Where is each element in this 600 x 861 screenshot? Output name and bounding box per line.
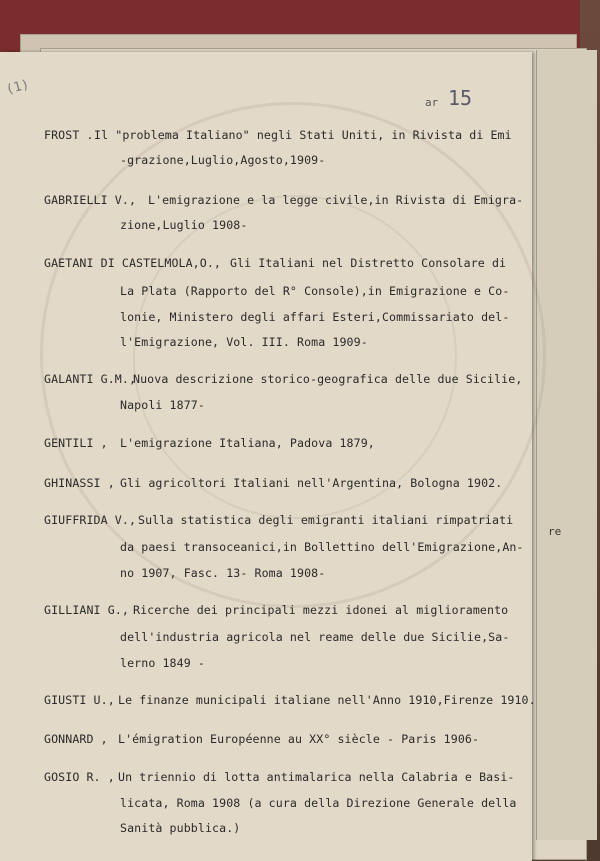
page-number: 15 — [448, 86, 473, 110]
entry-text-line: Il "problema Italiano" negli Stati Uniti, in Rivista di Emi — [94, 128, 512, 142]
entry-author: GONNARD , — [44, 732, 108, 746]
entry-text-line: L'emigrazione e la legge civile,in Rivista di Emigra- — [148, 193, 524, 207]
entry-text-line: lonie, Ministero degli affari Esteri,Commissariato del- — [120, 310, 510, 324]
entry-text-line: licata, Roma 1908 (a cura della Direzione Generale della — [120, 796, 517, 810]
entry-author: GAETANI DI CASTELMOLA,O., — [44, 256, 222, 270]
entry-text-line: Gli Italiani nel Distretto Consolare di — [230, 256, 507, 270]
entry-text-line: L'emigrazione Italiana, Padova 1879, — [120, 436, 375, 450]
entry-text-line: Sanità pubblica.) — [120, 821, 241, 835]
page-number-prefix: ar — [425, 96, 439, 109]
entry-text-line: dell'industria agricola nel reame delle due Sicilie,Sa- — [120, 630, 510, 644]
corner-annotation: (1) — [4, 77, 32, 98]
entry-text-line: lerno 1849 - — [120, 656, 205, 670]
entry-text-line: Le finanze municipali italiane nell'Anno 1910,Firenze 1910. — [118, 693, 536, 707]
entry-author: GOSIO R. , — [44, 770, 115, 784]
entry-text-line: Nuova descrizione storico-geografica delle due Sicilie, — [133, 372, 523, 386]
entry-text-line: La Plata (Rapporto del R° Console),in Emigrazione e Co- — [120, 284, 510, 298]
entry-author: GHINASSI , — [44, 476, 115, 490]
entry-text-line: Sulla statistica degli emigranti italiani rimpatriati — [138, 513, 514, 527]
entry-text-line: L'émigration Européenne au XX° siècle - Paris 1906- — [118, 732, 480, 746]
entry-text-line: Un triennio di lotta antimalarica nella Calabria e Basi- — [118, 770, 515, 784]
entry-text-line: Napoli 1877- — [120, 398, 205, 412]
side-page-fragment: re — [548, 525, 562, 538]
entry-author: FROST . — [44, 128, 94, 142]
entry-text-line: zione,Luglio 1908- — [120, 218, 248, 232]
entry-author: GIUSTI U., — [44, 693, 115, 707]
entry-author: GALANTI G.M., — [44, 372, 137, 386]
entry-text-line: da paesi transoceanici,in Bollettino dell'Emigrazione,An- — [120, 540, 524, 554]
entry-author: GILLIANI G., — [44, 603, 129, 617]
entry-text-line: no 1907, Fasc. 13- Roma 1908- — [120, 566, 326, 580]
entry-text-line: -grazione,Luglio,Agosto,1909- — [120, 153, 326, 167]
entry-author: GABRIELLI V., — [44, 193, 137, 207]
side-page — [536, 50, 597, 840]
entry-text-line: Ricerche dei principali mezzi idonei al miglioramento — [133, 603, 509, 617]
entry-author: GENTILI , — [44, 436, 108, 450]
entry-text-line: l'Emigrazione, Vol. III. Roma 1909- — [120, 335, 368, 349]
entry-author: GIUFFRIDA V., — [44, 513, 137, 527]
entry-text-line: Gli agricoltori Italiani nell'Argentina, Bologna 1902. — [120, 476, 503, 490]
